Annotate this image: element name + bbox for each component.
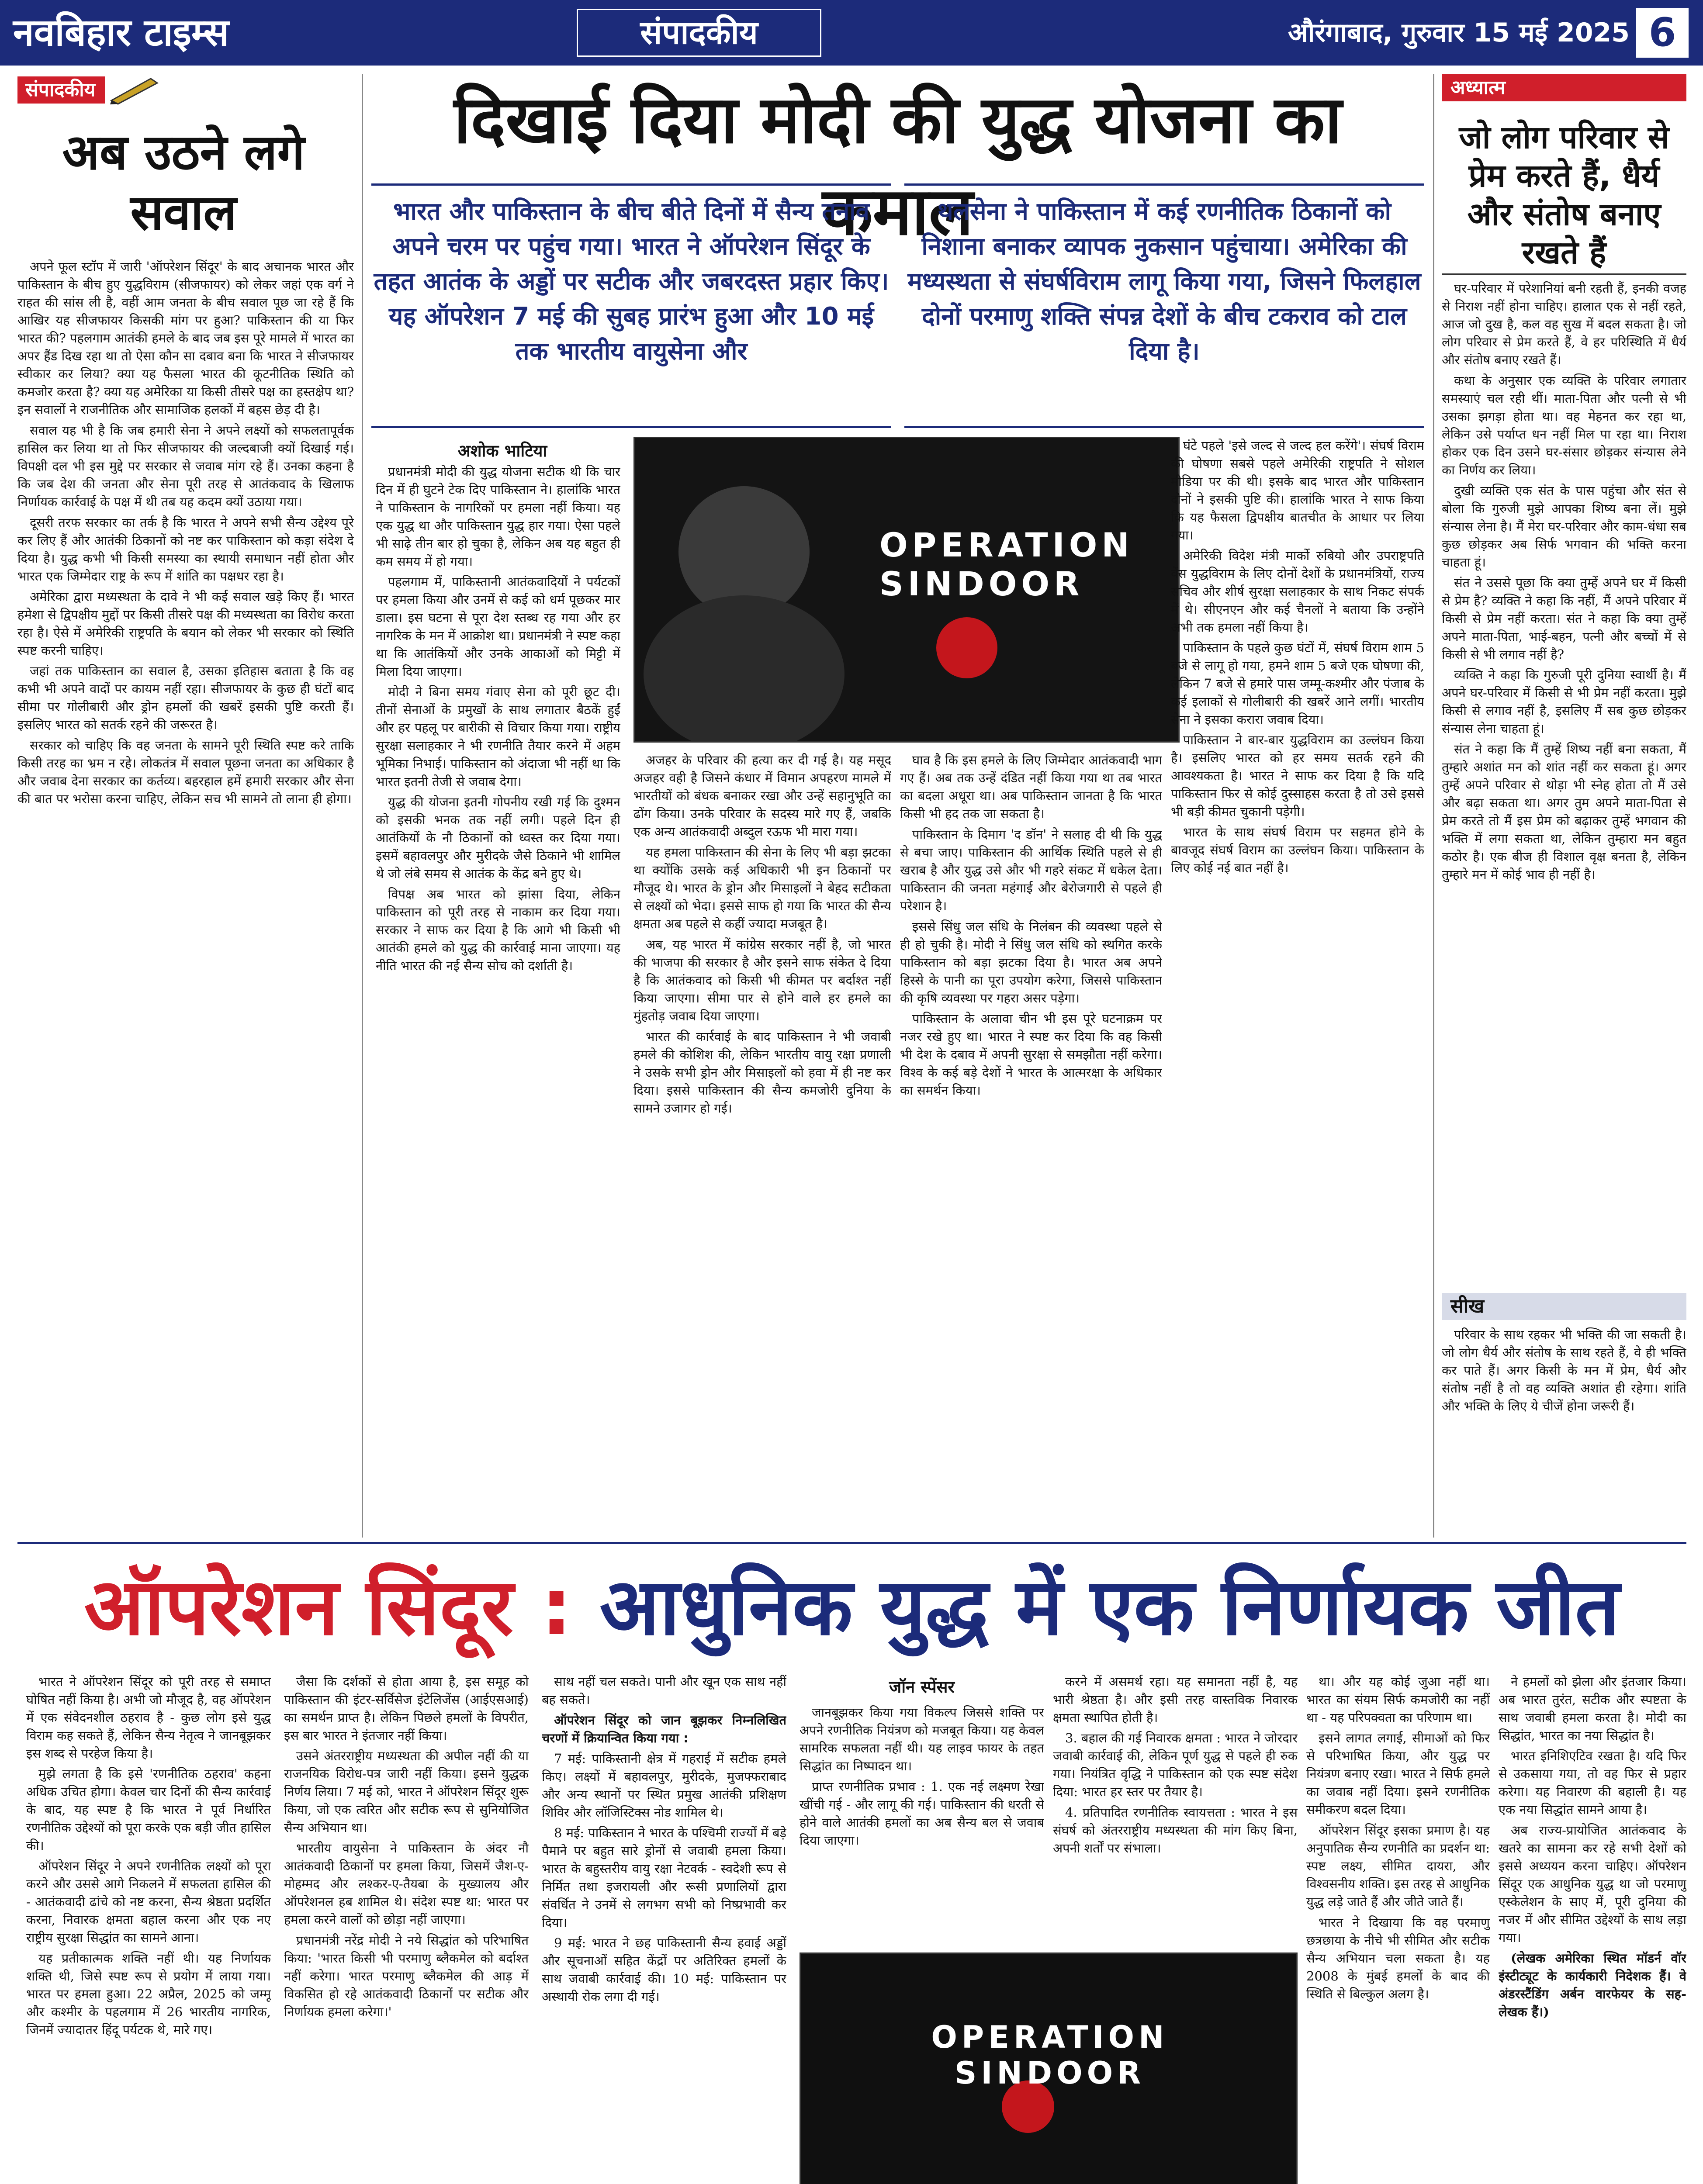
- paragraph: युद्ध की योजना इतनी गोपनीय रखी गई कि दुश्मन को इसकी भनक तक नहीं लगी। पहले दिन ही आतंकियों के नौ ठिकानों को ध्वस्त कर दिया गया। इसमें बहावलपुर और मुरीदके जैसे ठिकाने भी शामिल थे जो लंबे समय से आतंक के केंद्र बने हुए थे।: [376, 795, 620, 881]
- paragraph: उसने अंतरराष्ट्रीय मध्यस्थता की अपील नहीं की या राजनयिक विरोध-पत्र जारी नहीं किया। इसने युद्धक निर्णय लिया। 7 मई को, भारत ने ऑपरेशन सिंदूर शुरू किया, जो एक त्वरित और सटीक रूप से सुनियोजित सैन्य अभियान था।: [284, 1749, 529, 1835]
- paragraph: पाकिस्तान के अलावा चीन भी इस पूरे घटनाक्रम पर नजर रखे हुए था। भारत ने स्पष्ट कर दिया कि वह किसी भी देश के दबाव में अपनी सुरक्षा से समझौता नहीं करेगा। विश्व के कई बड़े देशों ने भारत के आत्मरक्षा के अधिकार का समर्थन किया।: [900, 1011, 1162, 1098]
- adhyatm-body: [1442, 280, 1686, 1289]
- paragraph: पाकिस्तान के पहले कुछ घंटों में, संघर्ष विराम शाम 5 बजे से लागू हो गया, हमने शाम 5 बजे एक घोषणा की, लेकिन 7 बजे से हमारे पास जम्मू-कश्मीर और पंजाब के कई इलाकों से गोलीबारी की खबरें आने लगीं। भारतीय सेना ने इसका करारा जवाब दिया।: [1171, 640, 1424, 727]
- story2-column-7: [1499, 1673, 1686, 2184]
- paragraph: प्राप्त रणनीतिक प्रभाव : 1. एक नई लक्ष्मण रेखा खींची गई - और लागू की गई। पाकिस्तान की धरती से होने वाले आतंकी हमलों का अब सैन्य बल से जवाब दिया जाएगा।: [800, 1779, 1044, 1848]
- operation-sindoor-photo: [633, 437, 1180, 743]
- main-story-column-3: [900, 751, 1162, 1529]
- column-divider: [362, 74, 363, 1538]
- seekh-body: [1442, 1326, 1686, 1531]
- column-divider: [1433, 74, 1434, 1538]
- subheading: ऑपरेशन सिंदूर को जान बूझकर निम्नलिखित चरणों में क्रियान्वित किया गया :: [542, 1713, 786, 1745]
- paragraph: भारत ने ऑपरेशन सिंदूर को पूरी तरह से समाप्त घोषित नहीं किया है। अभी जो मौजूद है, वह ऑपरेशन में एक संवेदनशील ठहराव है - कुछ लोग इसे युद्ध विराम कह सकते हैं, लेकिन सैन्य नेतृत्व ने जानबूझकर इस शब्द से परहेज किया है।: [26, 1674, 271, 1761]
- paragraph: प्रधानमंत्री मोदी की युद्ध योजना सटीक थी कि चार दिन में ही घुटने टेक दिए पाकिस्तान ने। हालांकि भारत ने पाकिस्तान के नागरिकों पर हमला नहीं किया। यह एक युद्ध था और पाकिस्तान युद्ध हार गया। ऐसा पहले भी साढ़े तीन बार हो चुका है, लेकिन अब यह बहुत ही कम समय में हो गया।: [376, 464, 620, 569]
- paragraph: सरकार को चाहिए कि वह जनता के सामने पूरी स्थिति स्पष्ट करे ताकि किसी तरह का भ्रम न रहे। लोकतंत्र में सवाल पूछना जनता का अधिकार है और जवाब देना सरकार का कर्तव्य। बहरहाल हमें हमारी सरकार और सेना की बात पर भरोसा करना चाहिए, लेकिन सच भी सामने तो लाना ही होगा।: [17, 738, 354, 806]
- paragraph: अजहर के परिवार की हत्या कर दी गई है। यह मसूद अजहर वही है जिसने कंधार में विमान अपहरण मामले में भारतीयों को बंधक बनाकर रखा और उन्हें सहानुभूति का ढोंग किया। उनके परिवार के सदस्य मारे गए हैं, जबकि एक अन्य आतंकवादी अब्दुल रऊफ भी मारा गया।: [633, 753, 891, 839]
- paragraph: पहलगाम में, पाकिस्तानी आतंकवादियों ने पर्यटकों पर हमला किया और उनमें से कई को धर्म पूछकर मार डाला। इस घटना से पूरा देश स्तब्ध रह गया और हर नागरिक के मन में आक्रोश था। प्रधानमंत्री ने स्पष्ट कहा था कि आतंकियों और उनके आकाओं को मिट्टी में मिला दिया जाएगा।: [376, 574, 620, 679]
- paragraph: संत ने कहा कि मैं तुम्हें शिष्य नहीं बना सकता, मैं तुम्हारे अशांत मन को शांत नहीं कर सकता हूं। अगर तुम्हें अपने परिवार से थोड़ा भी स्नेह होता तो मैं उसे और बढ़ा सकता था। अगर तुम अपने माता-पिता से प्रेम करते तो मैं इस प्रेम को बढ़ाकर तुम्हें भगवान की भक्ति में लगा सकता था, लेकिन तुम्हारा मन बहुत कठोर है। एक बीज ही विशाल वृक्ष बनता है, लेकिन तुम्हारे मन में कोई भाव ही नहीं है।: [1442, 742, 1686, 882]
- paragraph: 7 मई: पाकिस्तानी क्षेत्र में गहराई में सटीक हमले किए। लक्ष्यों में बहावलपुर, मुरीदके, मुजफ्फराबाद और अन्य स्थानों पर स्थित प्रमुख आतंकी प्रशिक्षण शिविर और लॉजिस्टिक्स नोड शामिल थे।: [542, 1751, 786, 1820]
- paragraph: जानबूझकर किया गया विकल्प जिससे शक्ति पर अपने रणनीतिक नियंत्रण को मजबूत किया। यह केवल सामरिक सफलता नहीं थी। यह लाइव फायर के तहत सिद्धांत का निष्पादन था।: [800, 1705, 1044, 1773]
- paragraph: भारत ने दिखाया कि वह परमाणु छत्रछाया के नीचे भी सीमित और सटीक सैन्य अभियान चला सकता है। यह 2008 के मुंबई हमलों के बाद की स्थिति से बिल्कुल अलग है।: [1306, 1915, 1490, 2001]
- paragraph: अपने फूल स्टॉप में जारी 'ऑपरेशन सिंदूर' के बाद अचानक भारत और पाकिस्तान के बीच हुए युद्धविराम (सीजफायर) को लेकर जहां एक वर्ग ने राहत की सांस ली है, वहीं आम जनता के बीच सवाल पूछ जा रहे हैं कि आखिर यह सीजफायर किसकी मांग पर हुआ? पाकिस्तान की या फिर भारत की? पहलगाम आतंकी हमले के बाद जब इस पूरे मामले में भारत का अपर हैंड दिख रहा था तो ऐसा कौन सा दबाव बना कि भारत ने सीजफायर स्वीकार कर लिया? क्या यह फैसला भारत की कूटनीतिक स्थिति को कमजोर करता है? क्या यह अमेरिका या किसी तीसरे पक्ष का हस्तक्षेप था? इन सवालों ने राजनीतिक और सामाजिक हलकों में बहस छेड़ दी है।: [17, 259, 354, 417]
- paragraph: 9 मई: भारत ने छह पाकिस्तानी सैन्य हवाई अड्डों और सूचनाओं सहित केंद्रों पर अतिरिक्त हमलों के साथ जवाबी कार्रवाई की। 10 मई: पाकिस्तान पर अस्थायी रोक लगा दी गई।: [542, 1935, 786, 2004]
- main-deck-right: थलसेना ने पाकिस्तान में कई रणनीतिक ठिकानों को निशाना बनाकर व्यापक नुकसान पहुंचाया। अमेरिका की मध्यस्थता से संघर्षविराम लागू किया गया, जिसने फिलहाल दोनों परमाणु शक्ति संपन्न देशों के बीच टकराव को टाल दिया है।: [904, 183, 1424, 428]
- paragraph: सवाल यह भी है कि जब हमारी सेना ने अपने लक्ष्यों को सफलतापूर्वक हासिल कर लिया था तो फिर सीजफायर की जल्दबाजी क्यों दिखाई गई। विपक्षी दल भी इस मुद्दे पर सरकार से जवाब मांग रहे हैं। उनका कहना है कि जब देश की जनता और सेना पूरी तरह से आतंकवाद के खिलाफ निर्णायक कार्रवाई के पक्ष में थी तब यह कदम क्यों उठाया गया।: [17, 423, 354, 509]
- paragraph: इसने लागत लगाई, सीमाओं को फिर से परिभाषित किया, और युद्ध पर नियंत्रण बनाए रखा। भारत ने सिर्फ हमले का जवाब नहीं दिया। इसने रणनीतिक समीकरण बदल दिया।: [1306, 1731, 1490, 1817]
- paragraph: जहां तक पाकिस्तान का सवाल है, उसका इतिहास बताता है कि वह कभी भी अपने वादों पर कायम नहीं रहा। सीजफायर के कुछ ही घंटों बाद सीमा पर गोलीबारी और ड्रोन हमलों की खबरें इसकी पुष्टि करती हैं। इसलिए भारत को सतर्क रहने की जरूरत है।: [17, 663, 354, 732]
- paragraph: इससे सिंधु जल संधि के निलंबन की व्यवस्था पहले से ही हो चुकी है। मोदी ने सिंधु जल संधि को स्थगित करके पाकिस्तान को बड़ा झटका दिया है। भारत अब अपने हिस्से के पानी का पूरा उपयोग करेगा, जिससे पाकिस्तान की कृषि व्यवस्था पर गहरा असर पड़ेगा।: [900, 919, 1162, 1006]
- dateline: औरंगाबाद, गुरुवार 15 मई 2025: [1288, 17, 1630, 48]
- editorial-headline: अब उठने लगे सवाल: [62, 124, 305, 241]
- paragraph: जैसा कि दर्शकों से होता आया है, इस समूह को पाकिस्तान की इंटर-सर्विसेज इंटेलिजेंस (आईएसआई) का समर्थन प्राप्त है। लेकिन पिछले हमलों के विपरीत, इस बार भारत ने इंतजार नहीं किया।: [284, 1674, 529, 1743]
- main-headline: दिखाई दिया मोदी की युद्ध योजना का कमाल: [453, 82, 1342, 250]
- photo-caption: OPERATION SINDOOR: [931, 2019, 1169, 2091]
- editorial-label: संपादकीय: [17, 76, 105, 104]
- paragraph: यह हमला पाकिस्तान की सेना के लिए भी बड़ा झटका था क्योंकि उसके कई अधिकारी भी इन ठिकानों पर मौजूद थे। भारत के ड्रोन और मिसाइलों ने बेहद सटीकता से लक्ष्यों को भेदा। इससे साफ हो गया कि भारत की सैन्य क्षमता अब पहले से कहीं ज्यादा मजबूत है।: [633, 845, 891, 931]
- paragraph: 3. बहाल की गई निवारक क्षमता : भारत ने जोरदार जवाबी कार्रवाई की, लेकिन पूर्ण युद्ध से पहले ही रुक गया। नियंत्रित वृद्धि ने पाकिस्तान को एक स्पष्ट संदेश दिया: भारत हर स्तर पर तैयार है।: [1053, 1731, 1298, 1799]
- paragraph: पाकिस्तान के दिमाग 'द डॉन' ने सलाह दी थी कि युद्ध से बचा जाए। पाकिस्तान की आर्थिक स्थिति पहले से ही खराब है और युद्ध उसे और भी गहरे संकट में धकेल देता। पाकिस्तान की जनता महंगाई और बेरोजगारी से पहले ही परेशान है।: [900, 827, 1162, 913]
- author-note: (लेखक अमेरिका स्थित मॉडर्न वॉर इंस्टीट्यूट के कार्यकारी निदेशक हैं। वे अंडरस्टैंडिंग अर्बन वारफेयर के सह-लेखक हैं।): [1499, 1951, 1686, 2019]
- paragraph: व्यक्ति ने कहा कि गुरुजी पूरी दुनिया स्वार्थी है। मैं अपने घर-परिवार में किसी से भी प्रेम नहीं करता। मुझे किसी से लगाव नहीं है, इसलिए मैं सब कुछ छोड़कर संन्यास लेना चाहता हूं।: [1442, 667, 1686, 736]
- editorial-body: [17, 258, 354, 1531]
- adhyatm-headline: जो लोग परिवार से प्रेम करते हैं, धैर्य और संतोष बनाए रखते हैं: [1442, 118, 1686, 275]
- paragraph: विपक्ष अब भारत को झांसा दिया, लेकिन पाकिस्तान को पूरी तरह से नाकाम कर दिया गया। सरकार ने साफ कर दिया है कि आगे भी किसी भी आतंकी हमले को युद्ध की कार्रवाई माना जाएगा। यह नीति भारत की नई सैन्य सोच को दर्शाती है।: [376, 887, 620, 973]
- page-number: 6: [1636, 8, 1689, 58]
- main-story-column-2: [633, 751, 891, 1529]
- byline: अशोक भाटिया: [457, 441, 547, 460]
- paragraph: ऑपरेशन सिंदूर इसका प्रमाण है। यह अनुपातिक सैन्य रणनीति का प्रदर्शन था: स्पष्ट लक्ष्य, सीमित दायरा, और विश्वसनीय शक्ति। इस तरह से आधुनिक युद्ध लड़े जाते हैं और जीते जाते हैं।: [1306, 1823, 1490, 1909]
- operation-sindoor-photo-2: [800, 1952, 1298, 2184]
- story2-column-5-top: [1053, 1673, 1298, 1944]
- story2-column-6: [1306, 1673, 1490, 2184]
- paragraph: भारत की कार्रवाई के बाद पाकिस्तान ने भी जवाबी हमले की कोशिश की, लेकिन भारतीय वायु रक्षा प्रणाली ने उसके सभी ड्रोन और मिसाइलों को हवा में ही नष्ट कर दिया। इससे पाकिस्तान की सैन्य कमजोरी दुनिया के सामने उजागर हो गई।: [633, 1029, 891, 1116]
- newspaper-masthead: नवबिहार टाइम्स: [13, 11, 229, 55]
- seekh-label: सीख: [1442, 1293, 1686, 1320]
- story2-column-2: [284, 1673, 529, 2184]
- paragraph: ऑपरेशन सिंदूर ने अपने रणनीतिक लक्ष्यों को पूरा करने और उससे आगे निकलने में सफलता हासिल की - आतंकवादी ढांचे को नष्ट करना, सैन्य श्रेष्ठता प्रदर्शित करना, निवारक क्षमता बहाल करना और एक नए राष्ट्रीय सुरक्षा सिद्धांत का सामने आना।: [26, 1859, 271, 1945]
- story2-headline: [26, 1553, 1678, 1662]
- paragraph: घर-परिवार में परेशानियां बनी रहती हैं, इनकी वजह से निराश नहीं होना चाहिए। हालात एक से नहीं रहते, आज जो दुख है, कल वह सुख में बदल सकता है। जो लोग परिवार से प्रेम करते हैं, वे हर परिस्थिति में धैर्य और संतोष बनाए रखते हैं।: [1442, 281, 1686, 367]
- paragraph: मुझे लगता है कि इसे 'रणनीतिक ठहराव' कहना अधिक उचित होगा। केवल चार दिनों की सैन्य कार्रवाई के बाद, यह स्पष्ट है कि भारत ने पूर्व निर्धारित रणनीतिक उद्देश्यों को पूरा करके एक बड़ी जीत हासिल की।: [26, 1766, 271, 1853]
- story2-headline-red: ऑपरेशन सिंदूर :: [84, 1562, 572, 1653]
- story2-column-3: [542, 1673, 786, 2184]
- section-separator: [17, 1542, 1686, 1544]
- paragraph: था। और यह कोई जुआ नहीं था। भारत का संयम सिर्फ कमजोरी का नहीं था - यह परिपक्वता का परिणाम था।: [1306, 1674, 1490, 1725]
- paragraph: अब राज्य-प्रायोजित आतंकवाद के खतरे का सामना कर रहे सभी देशों को इससे अध्ययन करना चाहिए। ऑपरेशन सिंदूर एक आधुनिक युद्ध था जो परमाणु एस्केलेशन के साए में, पूरी दुनिया की नजर में और सीमित उद्देश्यों के साथ लड़ा गया।: [1499, 1823, 1686, 1945]
- paragraph: घाव है कि इस हमले के लिए जिम्मेदार आतंकवादी भाग गए हैं। अब तक उन्हें दंडित नहीं किया गया था तब भारत का बदला अधूरा था। अब पाकिस्तान जानता है कि भारत किसी भी हद तक जा सकता है।: [900, 753, 1162, 821]
- section-title: संपादकीय: [577, 9, 821, 57]
- paragraph: दुखी व्यक्ति एक संत के पास पहुंचा और संत से बोला कि गुरुजी मुझे आपका शिष्य बना लें। मुझे संन्यास लेना है। मैं मेरा घर-परिवार और काम-धंधा सब कुछ छोड़कर अब सिर्फ भगवान की भक्ति करना चाहता हूं।: [1442, 483, 1686, 570]
- story2-column-1: [26, 1673, 271, 2184]
- paragraph: 8 मई: पाकिस्तान ने भारत के पश्चिमी राज्यों में बड़े पैमाने पर बहुत सारे ड्रोनों से जवाबी हमला किया। भारत के बहुस्तरीय वायु रक्षा नेटवर्क - स्वदेशी रूप से निर्मित तथा इजरायली और रूसी प्रणालियों द्वारा संवर्धित ने उनमें से लगभग सभी को निष्प्रभावी कर दिया।: [542, 1825, 786, 1930]
- paragraph: दूसरी तरफ सरकार का तर्क है कि भारत ने अपने सभी सैन्य उद्देश्य पूरे कर लिए हैं और आतंकी ठिकानों को नष्ट कर पाकिस्तान को कड़ा संदेश दे दिया है। युद्ध कभी भी किसी समस्या का स्थायी समाधान नहीं होता और भारत एक जिम्मेदार राष्ट्र के रूप में शांति का पक्षधर रहा है।: [17, 515, 354, 584]
- paragraph: घंटे पहले 'इसे जल्द से जल्द हल करेंगे'। संघर्ष विराम की घोषणा सबसे पहले अमेरिकी राष्ट्रपति ने सोशल मीडिया पर की थी। इसके बाद भारत और पाकिस्तान दोनों ने इसकी पुष्टि की। हालांकि भारत ने साफ किया कि यह फैसला द्विपक्षीय बातचीत के आधार पर लिया गया।: [1171, 438, 1424, 543]
- paragraph: अमेरिका द्वारा मध्यस्थता के दावे ने भी कई सवाल खड़े किए हैं। भारत हमेशा से द्विपक्षीय मुद्दों पर किसी तीसरे पक्ष की मध्यस्थता का विरोध करता रहा है। ऐसे में अमेरिकी राष्ट्रपति के बयान को लेकर भी सरकार को स्थिति स्पष्ट करनी चाहिए।: [17, 589, 354, 658]
- story2-byline: जॉन स्पेंसर: [889, 1677, 955, 1697]
- main-deck-left: भारत और पाकिस्तान के बीच बीते दिनों में सैन्य तनाव अपने चरम पर पहुंच गया। भारत ने ऑपरेशन सिंदूर के तहत आतंक के अड्डों पर सटीक और जबरदस्त प्रहार किए। यह ऑपरेशन 7 मई की सुबह प्रारंभ हुआ और 10 मई तक भारतीय वायुसेना और: [371, 183, 891, 428]
- paragraph: भारत के साथ संघर्ष विराम पर सहमत होने के बावजूद संघर्ष विराम का उल्लंघन किया। पाकिस्तान के लिए कोई नई बात नहीं है।: [1171, 825, 1424, 875]
- paragraph: अमेरिकी विदेश मंत्री मार्को रुबियो और उपराष्ट्रपति वेंस युद्धविराम के लिए दोनों देशों के प्रधानमंत्रियों, राज्य सचिव और शीर्ष सुरक्षा सलाहकार के साथ निकट संपर्क में थे। सीएनएन और कई चैनलों ने बताया कि उन्होंने अभी तक हमला नहीं किया है।: [1171, 548, 1424, 635]
- pen-icon: [109, 74, 162, 105]
- photo-caption: OPERATION SINDOOR: [879, 525, 1134, 603]
- paragraph: कथा के अनुसार एक व्यक्ति के परिवार लगातार समस्याएं चल रही थीं। माता-पिता और पत्नी से भी उसका झगड़ा होता था। वह मेहनत कर रहा था, लेकिन उसे पर्याप्त धन नहीं मिल पा रहा था। निराश होकर एक दिन उसने घर-संसार छोड़कर संन्यास लेने का निर्णय कर लिया।: [1442, 373, 1686, 477]
- paragraph: भारत इनिशिएटिव रखता है। यदि फिर से उकसाया गया, तो वह फिर से प्रहार करेगा। यह निवारण की बहाली है। यह एक नया सिद्धांत सामने आया है।: [1499, 1749, 1686, 1817]
- paragraph: ने हमलों को झेला और इंतजार किया। अब भारत तुरंत, सटीक और स्पष्टता के साथ जवाबी हमला करता है। मोदी का सिद्धांत, भारत का नया सिद्धांत है।: [1499, 1674, 1686, 1743]
- paragraph: परिवार के साथ रहकर भी भक्ति की जा सकती है। जो लोग धैर्य और संतोष के साथ रहते हैं, वे ही भक्ति कर पाते हैं। अगर किसी के मन में प्रेम, धैर्य और संतोष नहीं है तो वह व्यक्ति अशांत ही रहेगा। शांति और भक्ति के लिए ये चीजें होना जरूरी हैं।: [1442, 1327, 1686, 1413]
- paragraph: अब, यह भारत में कांग्रेस सरकार नहीं है, जो भारत की भाजपा की सरकार है और इसने साफ संकेत दे दिया है कि आतंकवाद को किसी भी कीमत पर बर्दाश्त नहीं किया जाएगा। सीमा पार से होने वाले हर हमले का मुंहतोड़ जवाब दिया जाएगा।: [633, 937, 891, 1023]
- main-story-column-1: [376, 463, 620, 1529]
- paragraph: साथ नहीं चल सकते। पानी और खून एक साथ नहीं बह सकते।: [542, 1674, 786, 1707]
- main-story-column-4: [1171, 437, 1424, 1529]
- paragraph: भारतीय वायुसेना ने पाकिस्तान के अंदर नौ आतंकवादी ठिकानों पर हमला किया, जिसमें जैश-ए-मोहम्मद और लश्कर-ए-तैयबा के मुख्यालय और ऑपरेशनल हब शामिल थे। संदेश स्पष्ट था: भारत पर हमला करने वालों को छोड़ा नहीं जाएगा।: [284, 1841, 529, 1927]
- story2-headline-blue: आधुनिक युद्ध में एक निर्णायक जीत: [599, 1562, 1620, 1653]
- paragraph: पाकिस्तान ने बार-बार युद्धविराम का उल्लंघन किया है। इसलिए भारत को हर समय सतर्क रहने की आवश्यकता है। भारत ने साफ कर दिया है कि यदि पाकिस्तान फिर से कोई दुस्साहस करता है तो उसे इससे भी बड़ी कीमत चुकानी पड़ेगी।: [1171, 733, 1424, 819]
- paragraph: मोदी ने बिना समय गंवाए सेना को पूरी छूट दी। तीनों सेनाओं के प्रमुखों के साथ लगातार बैठकें हुईं और हर पहलू पर बारीकी से विचार किया गया। राष्ट्रीय सुरक्षा सलाहकार ने भी रणनीति तैयार करने में अहम भूमिका निभाई। पाकिस्तान को अंदाजा भी नहीं था कि भारत इतनी तेजी से जवाब देगा।: [376, 684, 620, 789]
- paragraph: 4. प्रतिपादित रणनीतिक स्वायत्तता : भारत ने इस संघर्ष को अंतरराष्ट्रीय मध्यस्थता की मांग किए बिना, अपनी शर्तों पर संभाला।: [1053, 1805, 1298, 1856]
- paragraph: प्रधानमंत्री नरेंद्र मोदी ने नये सिद्धांत को परिभाषित किया: 'भारत किसी भी परमाणु ब्लैकमेल को बर्दाश्त नहीं करेगा। भारत परमाणु ब्लैकमेल की आड़ में विकसित हो रहे आतंकवादी ठिकानों पर सटीक और निर्णायक हमला करेगा।': [284, 1933, 529, 2019]
- adhyatm-label: अध्यात्म: [1442, 74, 1686, 101]
- paragraph: यह प्रतीकात्मक शक्ति नहीं थी। यह निर्णायक शक्ति थी, जिसे स्पष्ट रूप से प्रयोग में लाया गया। भारत पर हमला हुआ। 22 अप्रैल, 2025 को जम्मू और कश्मीर के पहलगाम में 26 भारतीय नागरिक, जिनमें ज्यादातर हिंदू पर्यटक थे, मारे गए।: [26, 1951, 271, 2037]
- paragraph: करने में असमर्थ रहा। यह समानता नहीं है, यह भारी श्रेष्ठता है। और इसी तरह वास्तविक निवारक क्षमता स्थापित होती है।: [1053, 1674, 1298, 1725]
- story2-column-4-top: [800, 1704, 1044, 1948]
- paragraph: संत ने उससे पूछा कि क्या तुम्हें अपने घर में किसी से प्रेम है? व्यक्ति ने कहा कि नहीं, मैं अपने परिवार में किसी से प्रेम नहीं करता। संत ने कहा कि क्या तुम्हें अपने माता-पिता, भाई-बहन, पत्नी और बच्चों में से किसी से भी लगाव नहीं है?: [1442, 575, 1686, 662]
